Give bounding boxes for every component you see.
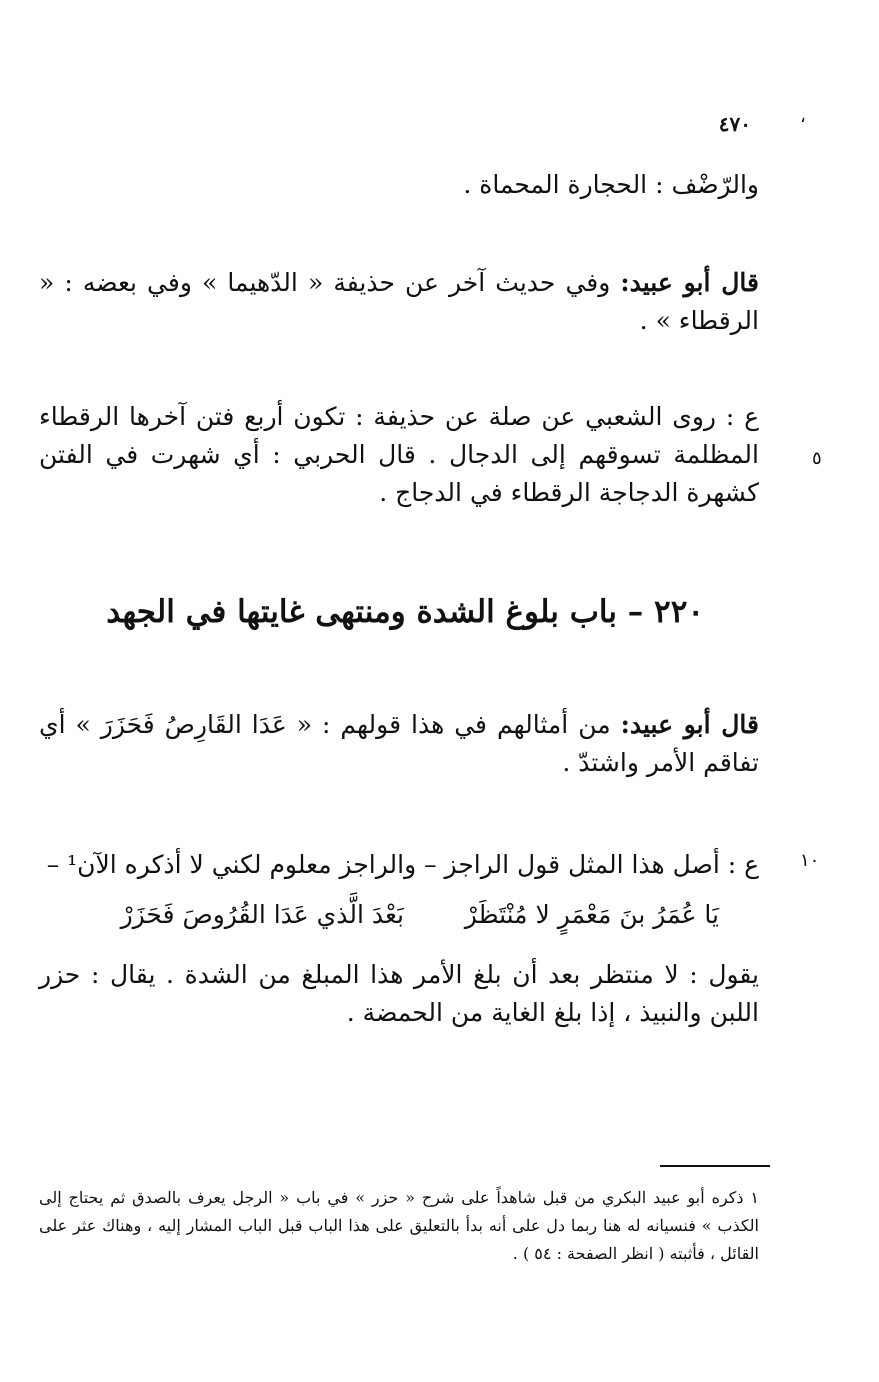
footnote-rule [660,1165,770,1167]
margin-line-number-5: ٥ [812,448,822,469]
top-margin-mark: ، [800,106,806,127]
paragraph-origin: ع : أصل هذا المثل قول الراجز – والراجز معلوم لكني لا أذكره الآن¹ – [46,850,759,879]
paragraph-text: وفي حديث آخر عن حذيفة « الدّهيما » وفي بعضه : « الرقطاء » . [39,268,759,335]
paragraph-explanation: يقول : لا منتظر بعد أن بلغ الأمر هذا المبلغ من الشدة . يقال : حزر اللبن والنبيذ ، إذا بلغ الغاية من الحمضة . [39,960,759,1027]
paragraph-shaabi: ع : روى الشعبي عن صلة عن حذيفة : تكون أربع فتن آخرها الرقطاء المظلمة تسوقهم إلى الدجال . قال الحربي : أي شهرت في الفتن كشهرة الدجاجة الرقطاء في الدجاج . [39,402,759,507]
footnote: ١ ذكره أبو عبيد البكري من قبل شاهداً على شرح « حزر » في باب « الرجل يعرف بالصدق ثم يحتاج إلى الكذب » فنسيانه له هنا ربما دل على أنه بدأ بالتعليق على هذا الباب قبل الباب المشار إليه ، وهناك عثر على القائل ، فأثبته ( انظر الصفحة : ٥٤ ) . [39,1188,760,1263]
paragraph-abu-ubayd-1 [39,264,759,340]
margin-line-number-10: ١٠ [800,850,820,871]
verse-hemistich-right: يَا عُمَرُ بنَ مَعْمَرٍ لا مُنْتَظَرْ [464,900,719,929]
line-radf: والرّضْف : الحجارة المحماة . [463,170,759,199]
speaker-label: قال أبو عبيد: [620,710,759,739]
page-number: ٤٧٠ [718,112,751,136]
speaker-label: قال أبو عبيد: [620,268,759,297]
verse-hemistich-left: بَعْدَ الَّذي عَدَا القُرُوصَ فَحَزَرْ [120,900,404,929]
paragraph-abu-ubayd-2 [39,706,759,782]
paragraph-text: من أمثالهم في هذا قولهم : « عَدَا القَارِصُ فَحَزَرَ » أي تفاقم الأمر واشتدّ . [39,710,759,777]
section-heading: ٢٢٠ – باب بلوغ الشدة ومنتهى غايتها في الجهد [106,594,704,630]
